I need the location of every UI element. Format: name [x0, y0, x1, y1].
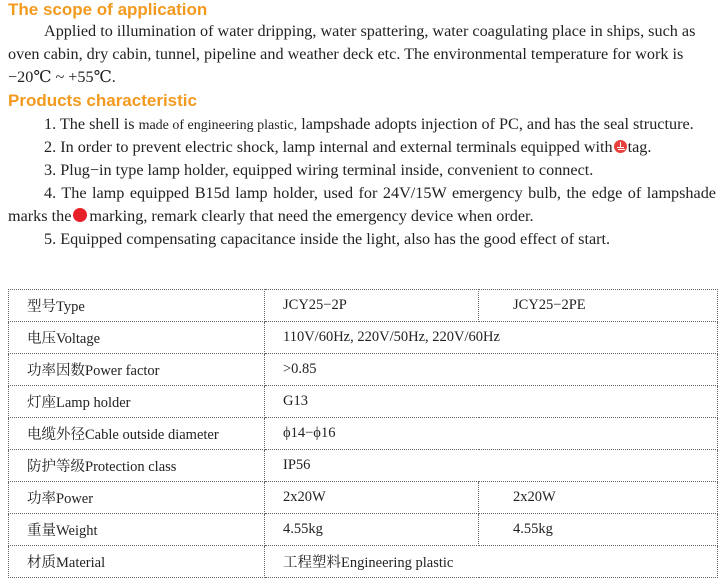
red-dot-marking-icon [73, 208, 87, 222]
table-label: 材质Material [9, 546, 265, 578]
table-row-cable-diameter [9, 418, 718, 450]
table-value: G13 [265, 386, 718, 418]
table-value: 4.55kg [479, 514, 718, 546]
item-1-text-a: 1. The shell is [44, 115, 139, 133]
table-value: 2x20W [479, 482, 718, 514]
table-value: 110V/60Hz, 220V/50Hz, 220V/60Hz [265, 322, 718, 354]
table-label: 电缆外径Cable outside diameter [9, 418, 265, 450]
table-row-lamp-holder [9, 386, 718, 418]
table-value: ϕ14−ϕ16 [265, 418, 718, 450]
table-value: JCY25−2PE [479, 290, 718, 322]
item-2-text-b: tag. [627, 138, 652, 156]
characteristic-item-5: 5. Equipped compensating capacitance inside the light, also has the good effect of start. [44, 230, 611, 248]
item-4-text-a: 4. The lamp equipped B15d lamp holder, used for 24V/15W emergency bulb, the edge of lampshade marks the [8, 184, 716, 225]
characteristic-heading: Products characteristic [8, 91, 197, 110]
ground-symbol-icon [614, 140, 627, 153]
table-label: 功率Power [9, 482, 265, 514]
item-1-text-b: made of engineering plastic, [138, 118, 298, 133]
characteristic-item-4 [8, 182, 716, 228]
table-label: 防护等级Protection class [9, 450, 265, 482]
item-4-text-b: marking, remark clearly that need the emergency device when order. [89, 207, 534, 225]
item-2-text-a: 2. In order to prevent electric shock, lamp internal and external terminals equipped with [44, 138, 613, 156]
table-value: 2x20W [265, 482, 479, 514]
item-1-text-c: lampshade adopts injection of PC, and has the seal structure. [297, 115, 694, 133]
table-row-power [9, 482, 718, 514]
characteristic-item-2 [8, 136, 716, 159]
table-value: 4.55kg [265, 514, 479, 546]
table-row-weight [9, 514, 718, 546]
table-row-protection-class [9, 450, 718, 482]
table-label: 型号Type [9, 290, 265, 322]
scope-heading: The scope of application [8, 0, 208, 19]
table-value: IP56 [265, 450, 718, 482]
spec-table [8, 289, 718, 578]
characteristic-item-1 [8, 113, 716, 137]
table-value: 工程塑料Engineering plastic [265, 546, 718, 578]
table-value: JCY25−2P [265, 290, 479, 322]
characteristic-item-3: 3. Plug−in type lamp holder, equipped wiring terminal inside, convenient to connect. [44, 161, 594, 179]
table-label: 灯座Lamp holder [9, 386, 265, 418]
table-row-power-factor [9, 354, 718, 386]
table-label: 重量Weight [9, 514, 265, 546]
scope-text: Applied to illumination of water dripping, water spattering, water coagulating place in ships, such as oven cabin, dry cabin, tunnel, pipeline and weather deck etc. The environmental temperature for work is −20℃ ~ +55℃. [8, 22, 696, 86]
table-label: 电压Voltage [9, 322, 265, 354]
table-row-type [9, 290, 718, 322]
table-value: >0.85 [265, 354, 718, 386]
table-label: 功率因数Power factor [9, 354, 265, 386]
table-row-voltage [9, 322, 718, 354]
table-row-material [9, 546, 718, 578]
